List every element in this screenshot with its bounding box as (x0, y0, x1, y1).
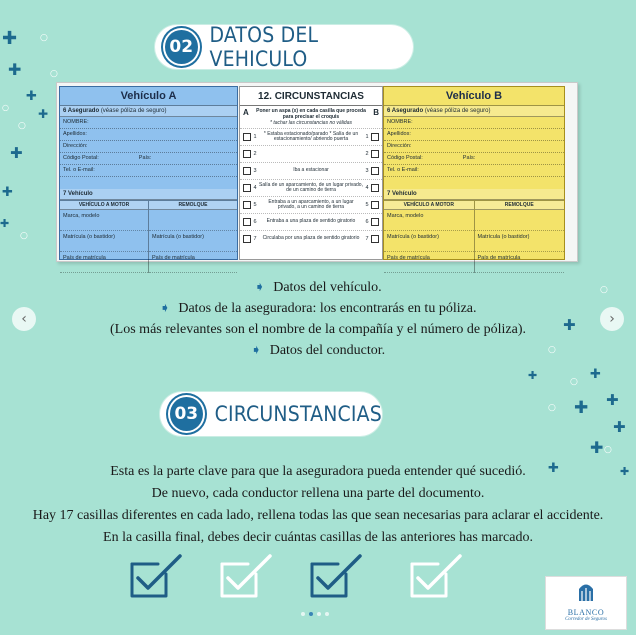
vehicle-a-panel (59, 86, 238, 260)
plus-icon: ✚ (26, 89, 37, 104)
plus-icon: ✚ (2, 185, 13, 200)
circumstance-row: 4 Salía de un aparcamiento, de un lugar privado, de un camino de tierra 4 (240, 179, 382, 196)
form-field: Tel. o E-mail: (60, 165, 237, 177)
circle-icon: ○ (600, 285, 608, 295)
carousel-dot[interactable] (317, 612, 321, 616)
arrow-right-icon: ➧ (254, 280, 266, 295)
brand-subtitle: Corredor de Seguros (565, 617, 607, 622)
arrow-right-icon: ➧ (159, 301, 171, 316)
circumstances-title: 12. CIRCUNSTANCIAS (240, 87, 382, 106)
circumstance-row: 1 * Estaba estacionado/parado * Salía de un estacionamiento/ abriendo puerta 1 (240, 128, 382, 145)
circle-icon: ○ (604, 445, 612, 455)
form-field: NOMBRE: (60, 117, 237, 129)
circumstance-row: 6 Entraba a una plaza de sentido giratorio 6 (240, 213, 382, 230)
insured-section: 6 Asegurado (véase póliza de seguro) (60, 106, 237, 117)
section-title: DATOS DEL VEHICULO (209, 23, 319, 71)
paragraph-line: De nuevo, cada conductor rellena una parte del documento. (151, 486, 485, 501)
circumstance-row: 5 Entraba a un aparcamiento, a un lugar privado, a un camino de tierra 5 (240, 196, 382, 213)
circumstance-row: 2 2 (240, 145, 382, 162)
brand-logo (545, 576, 627, 630)
carousel-dot[interactable] (325, 612, 329, 616)
plus-icon: ✚ (528, 369, 538, 382)
section-03-header (160, 392, 382, 436)
circle-icon: ○ (2, 103, 9, 112)
plus-icon: ✚ (563, 316, 576, 334)
circle-icon: ○ (570, 377, 578, 387)
insured-section: 6 Asegurado (véase póliza de seguro) (384, 106, 564, 117)
plus-icon: ✚ (574, 398, 589, 418)
form-field: Dirección: (384, 141, 564, 153)
carousel-dot-active[interactable] (309, 612, 313, 616)
plus-icon: ✚ (590, 438, 604, 457)
form-field: NOMBRE: (384, 117, 564, 129)
circle-icon: ○ (20, 231, 28, 241)
circle-icon: ○ (40, 33, 48, 43)
vehicle-columns: VEHÍCULO A MOTOR Marca, modelo Matrícula (o bastidor) País de matrícula REMOLQUE Matrícula (o bastidor) País de matrícula (384, 200, 564, 273)
checkbox-check-icon (304, 550, 366, 602)
vehicle-a-title: Vehículo A (60, 87, 237, 106)
form-field: Apellidos: (60, 129, 237, 141)
plus-icon: ✚ (38, 107, 49, 121)
plus-icon: ✚ (613, 418, 626, 436)
paragraph-line: En la casilla final, debes decir cuántas casillas de las anteriores has marcado. (103, 530, 533, 545)
vehicle-data-bullets (0, 277, 636, 361)
form-field: Código Postal: País: (384, 153, 564, 165)
circumstances-description (0, 461, 636, 549)
carousel-dots (301, 612, 329, 616)
circle-icon: ○ (548, 345, 556, 355)
section-title: CIRCUNSTANCIAS (214, 402, 382, 426)
brand-name: BLANCO (567, 608, 605, 617)
form-field: Dirección: (60, 141, 237, 153)
form-field: Apellidos: (384, 129, 564, 141)
plus-icon: ✚ (0, 217, 10, 230)
paragraph-line: Esta es la parte clave para que la aseguradora pueda entender qué sucedió. (110, 464, 526, 479)
form-field: Tel. o E-mail: (384, 165, 564, 177)
plus-icon: ✚ (2, 28, 18, 49)
plus-icon: ✚ (548, 461, 559, 476)
vehicle-b-panel (383, 86, 565, 260)
plus-icon: ✚ (8, 60, 22, 79)
vehicle-section: 7 Vehículo (384, 189, 564, 200)
plus-icon: ✚ (10, 144, 23, 162)
carousel-next-button[interactable] (600, 307, 624, 331)
vehicle-columns: VEHÍCULO A MOTOR Marca, modelo Matrícula (o bastidor) País de matrícula REMOLQUE Matrícula (o bastidor) País de matrícula (60, 200, 237, 273)
vehicle-section: 7 Vehículo (60, 189, 237, 200)
plus-icon: ✚ (620, 465, 630, 478)
carousel-prev-button[interactable] (12, 307, 36, 331)
section-number: 03 (168, 395, 205, 433)
list-item: ➧ Datos de la aseguradora: los encontrarás en tu póliza. (159, 301, 477, 316)
building-icon (576, 580, 596, 602)
arrow-right-icon: ➧ (250, 343, 262, 358)
circumstance-row: 3 Iba a estacionar 3 (240, 162, 382, 179)
paragraph-line: Hay 17 casillas diferentes en cada lado, rellena todas las que sean necesarias para aclarar el accidente. (32, 508, 604, 523)
chevron-left-icon: ‹ (21, 311, 27, 327)
plus-icon: ✚ (590, 367, 601, 382)
chevron-right-icon: › (609, 311, 615, 327)
carousel-dot[interactable] (301, 612, 305, 616)
circumstances-panel: 12. CIRCUNSTANCIAS A Poner un aspa (x) en cada casilla que proceda para precisar el croquis * tachar las circunstancias no válidas B 1 * Estaba estacionado/parado * Salía de un estacionamiento/ abriendo puerta 1 2 2 3 Iba a estacionar 3 4 Salía de un aparcamiento, de un lugar privado, de un camino de tierra 4 5 Entraba a un aparcamiento, a un lugar privado, a un camino de tierra 5 6 Entraba a una plaza de sentido giratorio 6 7 Circulaba por una plaza de sentido giratorio 7 (239, 86, 383, 260)
circumstance-row: 7 Circulaba por una plaza de sentido giratorio 7 (240, 230, 382, 247)
checkbox-check-icon (214, 550, 276, 602)
section-02-header (155, 25, 413, 69)
section-number: 02 (163, 28, 200, 66)
checkbox-check-icon (404, 550, 466, 602)
list-item-note: (Los más relevantes son el nombre de la compañía y el número de póliza). (110, 322, 526, 337)
form-field: Código Postal: País: (60, 153, 237, 165)
list-item: ➧ Datos del conductor. (250, 343, 386, 358)
circle-icon: ○ (50, 69, 58, 79)
plus-icon: ✚ (606, 391, 619, 409)
circle-icon: ○ (548, 403, 556, 413)
circle-icon: ○ (18, 121, 26, 131)
accident-report-form-image (56, 82, 578, 262)
checkbox-check-icon (124, 550, 186, 602)
vehicle-b-title: Vehículo B (384, 87, 564, 106)
list-item: ➧ Datos del vehículo. (254, 280, 382, 295)
